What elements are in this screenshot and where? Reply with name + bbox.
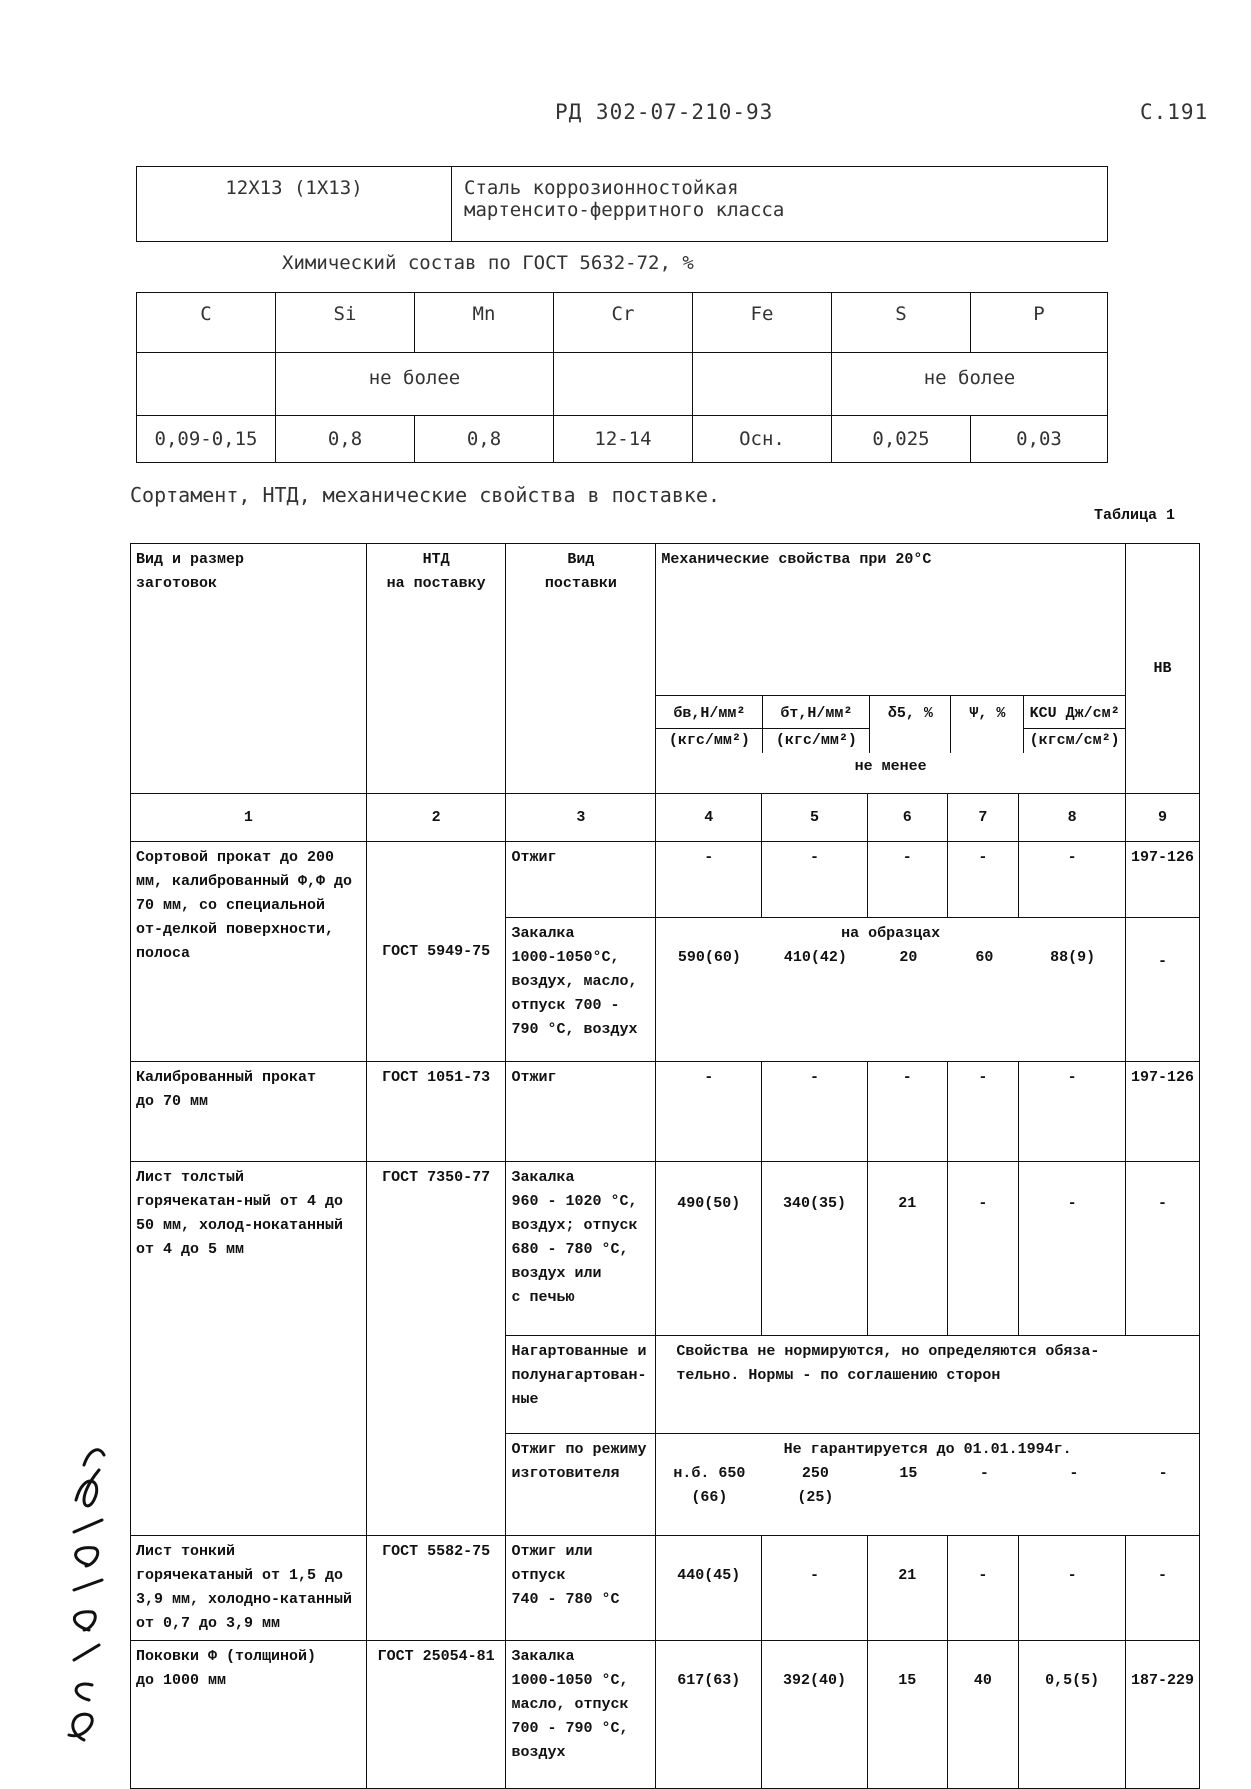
row1b-sigma-t: 410(42) [783,949,847,966]
row3a-sigma-b: 490(50) [656,1162,762,1336]
chem-empty-cell [554,353,693,416]
chem-empty-cell [137,353,276,416]
row3c-sigma-b: н.б. 650 (66) [673,1465,746,1506]
chem-header-cr: Cr [554,293,693,353]
row1a-delivery: Отжиг [506,842,656,918]
col-number-7: 7 [947,794,1019,842]
row1a-delta: - [867,842,947,918]
row5-kcu: 0,5(5) [1019,1641,1126,1789]
sigma-t-label: бт,Н/мм² [780,705,853,722]
col-number-8: 8 [1019,794,1126,842]
chem-header-c: C [137,293,276,353]
row3-ntd: ГОСТ 7350-77 [366,1162,506,1536]
row1a-psi: - [947,842,1019,918]
row2-delivery: Отжиг [506,1062,656,1162]
row5-delta: 15 [867,1641,947,1789]
row3c-props [656,1434,1200,1536]
row4-hb: - [1125,1536,1199,1641]
row3c-sigma-t: 250 (25) [797,1465,834,1506]
row3a-delivery: Закалка 960 - 1020 °С, воздух; отпуск 680 - 780 °С, воздух или с печью [506,1162,656,1336]
row5-product: Поковки Ф (толщиной) до 1000 мм [131,1641,367,1789]
chem-header-mn: Mn [415,293,554,353]
sigma-b-unit: (кгс/мм²) [656,728,762,753]
header-sigma-b [656,696,762,753]
table-label: Таблица 1 [1094,507,1176,524]
row2-sigma-t: - [762,1062,868,1162]
grade-table [136,166,1108,242]
row1b-props [656,918,1126,1062]
row1a-kcu: - [1019,842,1126,918]
chem-value-mn: 0,8 [415,416,554,463]
col-number-4: 4 [656,794,762,842]
row4-sigma-b: 440(45) [656,1536,762,1641]
row4-delta: 21 [867,1536,947,1641]
row2-product: Калиброванный прокат до 70 мм [131,1062,367,1162]
header-delta: δ5, % [869,696,950,753]
header-psi: Ψ, % [950,696,1023,753]
header-mechanical: Механические свойства при 20°С [656,544,1126,696]
row4-delivery: Отжиг или отпуск 740 - 780 °С [506,1536,656,1641]
row2-delta: - [867,1062,947,1162]
row1a-sigma-t: - [762,842,868,918]
row1-product: Сортовой прокат до 200 мм, калиброванный Ф,Ф до 70 мм, со специальной от-делкой поверхности, полоса [131,842,367,1062]
row4-sigma-t: - [762,1536,868,1641]
row1b-hb: - [1125,918,1199,1062]
grade-name: 12Х13 (1Х13) [137,167,452,242]
header-product: Вид и размер заготовок [131,544,367,794]
row1a-hb: 197-126 [1125,842,1199,918]
header-mech-sub [656,696,1126,794]
row3b-delivery: Нагартованные и полунагартован- ные [506,1336,656,1434]
grade-description [452,167,1108,242]
row1b-psi: 60 [975,949,994,966]
row1-ntd: ГОСТ 5949-75 [366,842,506,1062]
assortment-caption: Сортамент, НТД, механические свойства в поставке. [130,483,721,507]
row3c-psi: - [979,1465,989,1482]
chem-header-si: Si [276,293,415,353]
sigma-t-unit: (кгс/мм²) [763,728,869,753]
header-delivery-type: Вид поставки [506,544,656,794]
row5-delivery: Закалка 1000-1050 °С, масло, отпуск 700 - 790 °С, воздух [506,1641,656,1789]
header-not-less: не менее [854,758,927,775]
chem-not-more-s-p: не более [832,353,1108,416]
handwritten-signature [44,1440,114,1750]
chemical-caption: Химический состав по ГОСТ 5632-72, % [282,252,694,274]
sigma-b-label: бв,Н/мм² [673,705,746,722]
row3c-delta: 15 [899,1465,918,1482]
chem-value-s: 0,025 [832,416,971,463]
row2-sigma-b: - [656,1062,762,1162]
grade-description-line2: мартенсито-ферритного класса [464,199,785,221]
chem-value-p: 0,03 [971,416,1108,463]
chem-empty-cell [693,353,832,416]
chem-not-more-si-mn: не более [276,353,554,416]
header-hb: НВ [1125,544,1199,794]
row5-sigma-b: 617(63) [656,1641,762,1789]
chem-value-cr: 12-14 [554,416,693,463]
col-number-1: 1 [131,794,367,842]
chem-header-fe: Fe [693,293,832,353]
properties-table [130,543,1200,1789]
kcu-unit: (кгсм/см²) [1024,728,1125,753]
row2-psi: - [947,1062,1019,1162]
row5-ntd: ГОСТ 25054-81 [366,1641,506,1789]
chem-header-s: S [832,293,971,353]
chem-value-fe: Осн. [693,416,832,463]
row5-sigma-t: 392(40) [762,1641,868,1789]
col-number-2: 2 [366,794,506,842]
row3a-delta: 21 [867,1162,947,1336]
col-number-3: 3 [506,794,656,842]
row4-product: Лист тонкий горячекатаный от 1,5 до 3,9 мм, холодно-катанный от 0,7 до 3,9 мм [131,1536,367,1641]
row2-hb: 197-126 [1125,1062,1199,1162]
row3a-psi: - [947,1162,1019,1336]
row1b-sigma-b: 590(60) [677,949,741,966]
row4-ntd: ГОСТ 5582-75 [366,1536,506,1641]
chem-value-si: 0,8 [276,416,415,463]
row4-kcu: - [1019,1536,1126,1641]
col-number-6: 6 [867,794,947,842]
chem-value-c: 0,09-0,15 [137,416,276,463]
row1b-delta: 20 [899,949,918,966]
row1b-note: на образцах [841,925,941,942]
row3c-hb: - [1158,1465,1168,1482]
header-kcu [1023,696,1125,753]
row3a-hb: - [1125,1162,1199,1336]
row2-kcu: - [1019,1062,1126,1162]
col-number-9: 9 [1125,794,1199,842]
header-sigma-t [762,696,869,753]
row4-psi: - [947,1536,1019,1641]
kcu-label: KCU Дж/см² [1029,705,1120,722]
row3a-sigma-t: 340(35) [762,1162,868,1336]
row3c-kcu: - [1069,1465,1079,1482]
row5-hb: 187-229 [1125,1641,1199,1789]
grade-description-line1: Сталь коррозионностойкая [464,177,739,199]
page-number: С.191 [1140,100,1209,124]
row1a-sigma-b: - [656,842,762,918]
row5-psi: 40 [947,1641,1019,1789]
row3a-kcu: - [1019,1162,1126,1336]
row1b-kcu: 88(9) [1050,949,1096,966]
document-code: РД 302-07-210-93 [555,100,774,124]
row3-product: Лист толстый горячекатан-ный от 4 до 50 мм, холод-нокатанный от 4 до 5 мм [131,1162,367,1536]
row3b-note: Свойства не нормируются, но определяются обяза- тельно. Нормы - по соглашению сторон [656,1336,1200,1434]
chem-header-p: P [971,293,1108,353]
row3c-delivery: Отжиг по режиму изготовителя [506,1434,656,1536]
row2-ntd: ГОСТ 1051-73 [366,1062,506,1162]
col-number-5: 5 [762,794,868,842]
chemical-table [136,292,1108,463]
row1b-delivery: Закалка 1000-1050°С, воздух, масло, отпуск 700 - 790 °С, воздух [506,918,656,1062]
row3c-note: Не гарантируется до 01.01.1994г. [783,1441,1072,1458]
header-ntd: НТД на поставку [366,544,506,794]
